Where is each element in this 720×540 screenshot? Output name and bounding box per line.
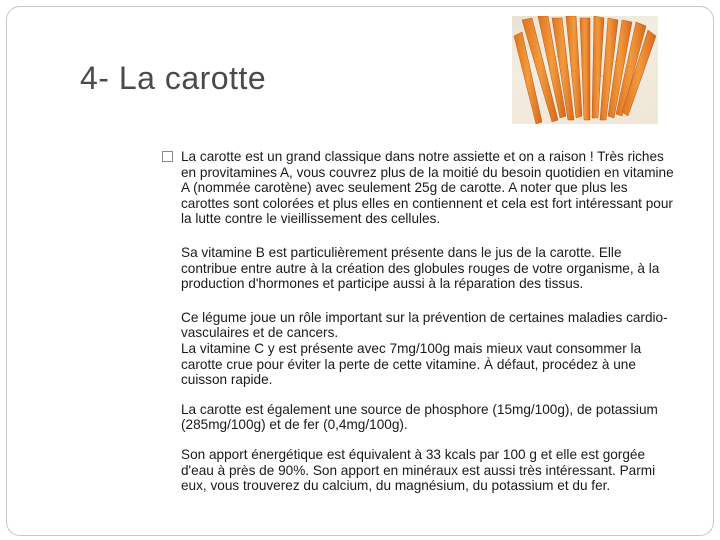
- paragraph-vitamin-c: Ce légume joue un rôle important sur la prévention de certaines maladies cardio-vasculaires et de cancers. La vitamine C y est présente avec 7mg/100g mais mieux vaut consommer la carotte crue pour éviter la perte de cette vitamine. À défaut, procédez à une cuisson rapide.: [181, 309, 668, 388]
- carrots-photo-icon: [512, 16, 658, 124]
- paragraph-energy: Son apport énergétique est équivalent à 33 kcals par 100 g et elle est gorgée d'eau à près de 90%. Son apport en minéraux est aussi très intéressant. Parmi eux, vous trouverez du calcium, du magnésium, du potassium et du fer.: [181, 446, 656, 494]
- slide-title: 4- La carotte: [80, 60, 267, 96]
- slide-content: [181, 149, 676, 512]
- paragraph-vitamin-b: Sa vitamine B est particulièrement présente dans le jus de la carotte. Elle contribue entre autre à la création des globules rouges de votre organisme, à la production d'hormones et participe aussi à la réparation des tissus.: [181, 244, 660, 292]
- carrots-illustration: [512, 16, 658, 124]
- paragraph-intro: La carotte est un grand classique dans notre assiette et on a raison ! Très riches en provitamines A, vous couvrez plus de la moitié du besoin quotidien en vitamine A (nommée carotène) avec seulement 25g de carotte. A noter que plus les carottes sont colorées et plus elles en contiennent et cela est fort intéressant pour la lutte contre le vieillissement des cellules.: [181, 149, 674, 227]
- bullet-square-icon: [162, 151, 173, 162]
- paragraph-minerals: La carotte est également une source de phosphore (15mg/100g), de potassium (285mg/100g) et de fer (0,4mg/100g).: [181, 401, 658, 433]
